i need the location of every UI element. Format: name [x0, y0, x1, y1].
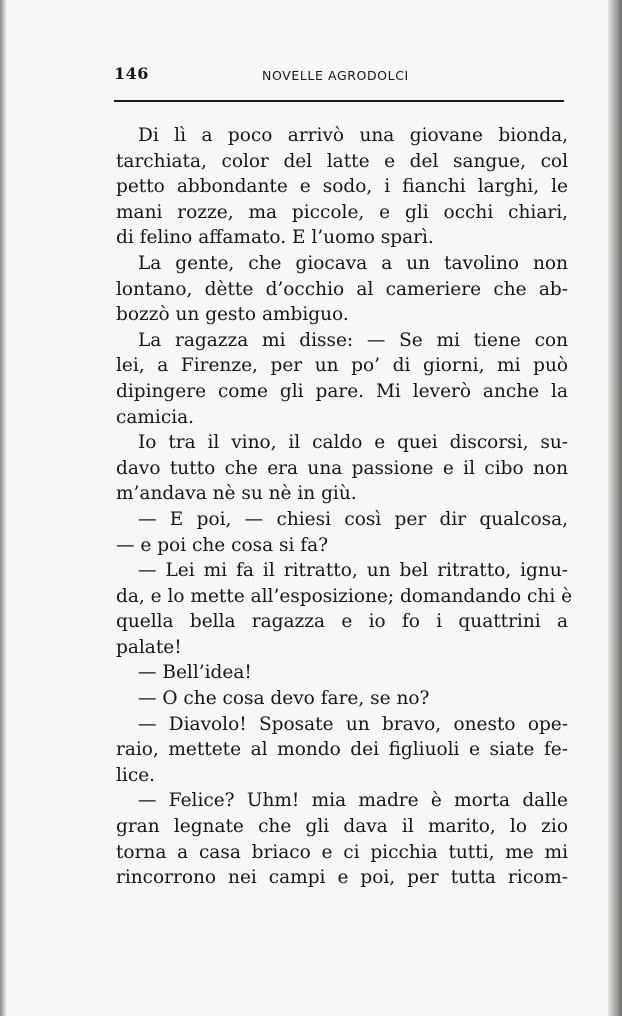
text-line: raio, mettete al mondo dei figliuoli e siate fe- [116, 739, 568, 761]
text-line: La ragazza mi disse: — Se mi tiene con [138, 329, 568, 351]
text-line: lontano, dètte d’occhio al cameriere che ab- [116, 278, 568, 300]
text-line: bozzò un gesto ambiguo. [116, 304, 349, 326]
text-line: — Bell’idea! [138, 662, 252, 684]
text-line: lei, a Firenze, per un po’ di giorni, mi può [116, 355, 568, 377]
body-text [116, 123, 573, 891]
text-line: da, e lo mette all’esposizione; domandando chi è [116, 585, 573, 607]
text-line: — E poi, — chiesi così per dir qualcosa, [138, 508, 568, 530]
text-line: rincorrono nei campi e poi, per tutta ricom- [116, 867, 568, 889]
text-line: La gente, che giocava a un tavolino non [138, 252, 568, 274]
text-line: — e poi che cosa si fa? [116, 534, 329, 556]
text-line: petto abbondante e sodo, i fianchi larghi, le [116, 176, 568, 198]
page-number: 146 [114, 64, 149, 83]
text-line: m’andava nè su nè in giù. [116, 483, 357, 505]
text-line: davo tutto che era una passione e il cibo non [116, 457, 568, 479]
page-edge-right [608, 0, 622, 1016]
text-line: — Diavolo! Sposate un bravo, onesto ope- [138, 713, 568, 735]
text-line: di felino affamato. E l’uomo sparì. [116, 227, 434, 249]
page-edge-left [0, 0, 6, 1016]
text-line: Di lì a poco arrivò una giovane bionda, [138, 125, 568, 146]
text-line: tarchiata, color del latte e del sangue, col [116, 150, 568, 172]
text-line: camicia. [116, 406, 195, 428]
header-rule [114, 100, 564, 102]
running-title: NOVELLE AGRODOLCI [262, 68, 409, 83]
text-line: Io tra il vino, il caldo e quei discorsi, su- [138, 432, 568, 454]
text-line: palate! [116, 636, 182, 658]
text-line: mani rozze, ma piccole, e gli occhi chiari, [116, 201, 568, 223]
text-line: torna a casa briaco e ci picchia tutti, me mi [116, 841, 568, 863]
text-line: gran legnate che gli dava il marito, lo zio [116, 816, 568, 838]
text-line: dipingere come gli pare. Mi leverò anche la [116, 380, 568, 402]
text-line: — O che cosa devo fare, se no? [138, 688, 430, 710]
text-line: lice. [116, 764, 156, 786]
text-line: quella bella ragazza e io fo i quattrini a [116, 611, 568, 633]
text-line: — Felice? Uhm! mia madre è morta dalle [138, 790, 568, 812]
text-line: — Lei mi fa il ritratto, un bel ritratto, ignu- [138, 560, 568, 582]
